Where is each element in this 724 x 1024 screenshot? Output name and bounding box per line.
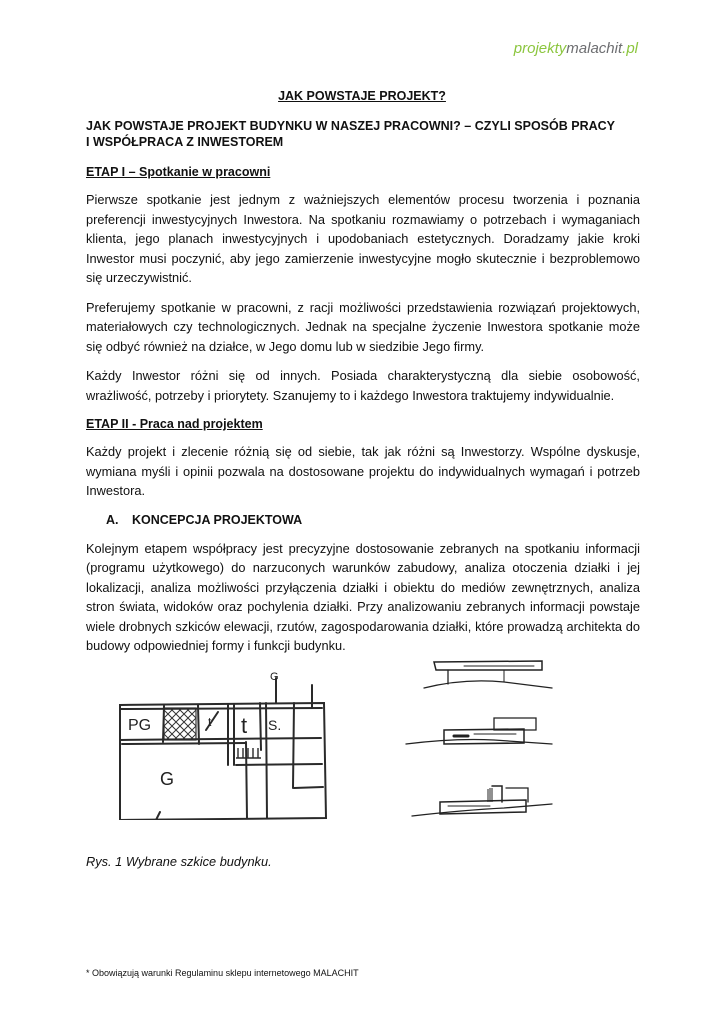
sketch-label-small-t: t [208,715,212,729]
list-marker: A. [106,512,119,527]
etap1-paragraph-2: Preferujemy spotkanie w pracowni, z racji możliwości przedstawienia rozwiązań projektowych, materiałowych czy technologicznych. Jednak na specjalne życzenie Inwestora spotkanie może się odbyć również na działce, w Jego domu lub w siedzibie Jego firmy. [86,299,640,354]
etap1-paragraph-1: Pierwsze spotkanie jest jednym z ważniejszych elementów procesu tworzenia i poznania preferencji inwestycyjnych Inwestora. Na spotkaniu rozmawiamy o potrzebach i wymaganiach klienta, jego planach inwestycyjnych i upodobaniach estetycznych. Doradzamy jakie kroki Inwestor musi poczynić, aby jego zamierzenie inwestycyjne mogło skutecznie i bezproblemowo się urzeczywistnić. [86,192,640,285]
elevation-sketches [404,648,554,838]
concept-heading-text: KONCEPCJA PROJEKTOWA [132,512,303,527]
etap1-heading: ETAP I – Spotkanie w pracowni [86,165,271,179]
figure-caption: Rys. 1 Wybrane szkice budynku. [86,854,272,869]
page-title: JAK POWSTAJE PROJEKT? [278,89,446,103]
floor-plan-sketch [116,670,356,820]
footnote: * Obowiązują warunki Regulaminu sklepu internetowego MALACHIT [86,968,359,978]
logo-part-malachit: malachit [566,40,623,57]
etap2-heading: ETAP II - Praca nad projektem [86,417,263,431]
sketch-label-t: t [241,713,248,738]
logo [514,40,638,57]
sketches-figure [86,648,646,848]
concept-list-heading [86,511,640,529]
subtitle-line-2: I WSPÓŁPRACA Z INWESTOREM [86,135,284,149]
etap2-paragraph-1: Każdy projekt i zlecenie różnią się od siebie, tak jak różni są Inwestorzy. Wspólne dyskusje, wymiana myśli i opinii pozwala na dostosowane projektu do indywidualnych wymagań i potrzeb Inwestora. [86,444,640,498]
etap1-paragraph-3: Każdy Inwestor różni się od innych. Posiada charakterystyczną dla siebie osobowość, wrażliwość, potrzeby i priorytety. Szanujemy to i każdego Inwestora traktujemy indywidualnie. [86,368,640,403]
logo-part-domain: .pl [622,40,638,57]
sketch-label-top-g: G [270,671,279,683]
sketch-label-g: G [160,769,175,789]
subtitle-line-1: JAK POWSTAJE PROJEKT BUDYNKU W NASZEJ PRACOWNI? – CZYLI SPOSÓB PRACY [86,119,615,133]
concept-paragraph: Kolejnym etapem współpracy jest precyzyjne dostosowanie zebranych na spotkaniu informacji (programu użytkowego) do narzuconych warunków zabudowy, analiza otoczenia działki i jej lokalizacji, analiza możliwości przyłączenia działki i obiektu do mediów zewnętrznych, analiza stron świata, widoków oraz pochylenia działki. Przy analizowaniu zebranych informacji powstaje wiele drobnych szkiców elewacji, rzutów, zagospodarowania działki, które prowadzą architekta do budowy odpowiedniej formy i funkcji budynku. [86,540,640,653]
sketch-label-pg: PG [128,717,152,734]
document-subtitle [86,118,640,150]
sketch-label-s: S. [268,717,282,733]
logo-part-projekty: projekty [513,40,567,57]
document-body [86,118,640,666]
